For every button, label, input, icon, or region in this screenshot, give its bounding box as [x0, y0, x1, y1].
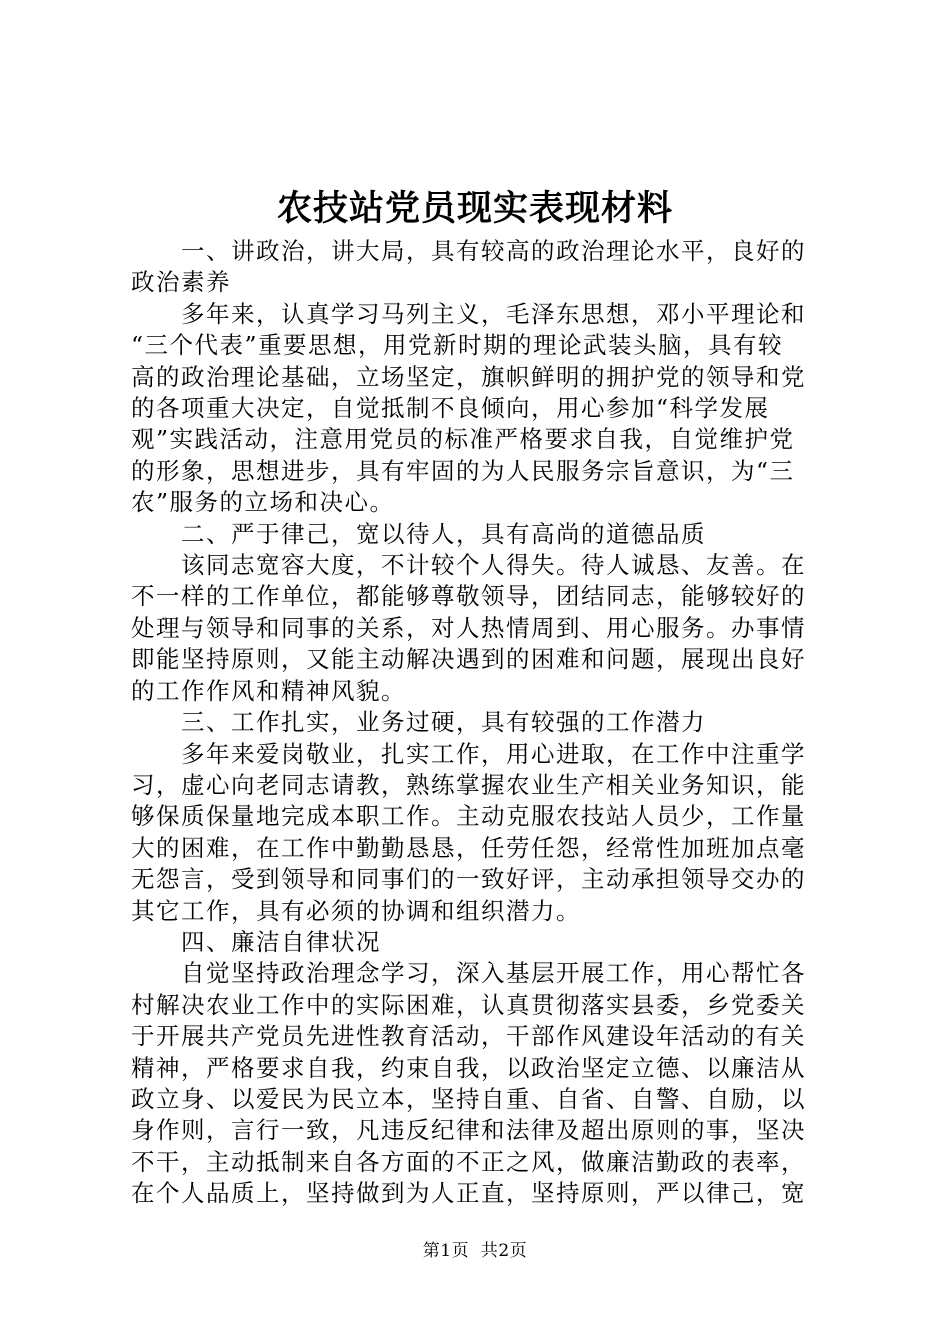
body-line: “三个代表”重要思想，用党新时期的理论武装头脑，具有较: [131, 331, 784, 360]
body-line: 村解决农业工作中的实际困难，认真贯彻落实县委，乡党委关: [131, 990, 806, 1019]
body-line: 该同志宽容大度，不计较个人得失。待人诚恳、友善。在: [131, 551, 806, 580]
body-line: 多年来爱岗敬业，扎实工作，用心进取，在工作中注重学: [131, 739, 806, 768]
body-line: 处理与领导和同事的关系，对人热情周到、用心服务。办事情: [131, 613, 806, 642]
body-line: 多年来，认真学习马列主义，毛泽东思想，邓小平理论和: [131, 299, 806, 328]
body-line: 二、严于律己，宽以待人，具有高尚的道德品质: [131, 519, 706, 548]
body-line: 不一样的工作单位，都能够尊敬领导，团结同志，能够较好的: [131, 582, 806, 611]
body-line: 于开展共产党员先进性教育活动，干部作风建设年活动的有关: [131, 1022, 806, 1051]
body-line: 身作则，言行一致，凡违反纪律和法律及超出原则的事，坚决: [131, 1116, 806, 1145]
body-line: 政治素养: [131, 268, 231, 297]
body-line: 在个人品质上，坚持做到为人正直，坚持原则，严以律己，宽: [131, 1179, 806, 1208]
body-line: 一、讲政治，讲大局，具有较高的政治理论水平，良好的: [131, 237, 806, 265]
body-line: 即能坚持原则，又能主动解决遇到的困难和问题，展现出良好: [131, 645, 806, 674]
body-line: 精神，严格要求自我，约束自我，以政治坚定立德、以廉洁从: [131, 1053, 806, 1082]
body-line: 无怨言，受到领导和同事们的一致好评，主动承担领导交办的: [131, 865, 806, 894]
body-line: 农”服务的立场和决心。: [131, 488, 395, 517]
body-line: 习，虚心向老同志请教，熟练掌握农业生产相关业务知识，能: [131, 770, 806, 799]
body-line: 的形象，思想进步，具有牢固的为人民服务宗旨意识，为“三: [131, 456, 795, 485]
body-line: 高的政治理论基础，立场坚定，旗帜鲜明的拥护党的领导和党: [131, 362, 806, 391]
page-footer: [0, 1239, 950, 1263]
body-line: 大的困难，在工作中勤勤恳恳，任劳任怨，经常性加班加点毫: [131, 833, 806, 862]
body-line: 观”实践活动，注意用党员的标准严格要求自我，自觉维护党: [131, 425, 795, 454]
body-line: 四、廉洁自律状况: [131, 927, 381, 956]
document-title: 农技站党员现实表现材料: [276, 188, 673, 229]
document-body: [131, 236, 831, 1210]
body-line: 的工作作风和精神风貌。: [131, 676, 406, 705]
body-line: 其它工作，具有必须的协调和组织潜力。: [131, 896, 581, 925]
body-line: 的各项重大决定，自觉抵制不良倾向，用心参加“科学发展: [131, 394, 770, 423]
body-line: 够保质保量地完成本职工作。主动克服农技站人员少，工作量: [131, 802, 806, 831]
body-line: 三、工作扎实，业务过硬，具有较强的工作潜力: [131, 708, 706, 737]
body-line: 自觉坚持政治理念学习，深入基层开展工作，用心帮忙各: [131, 959, 806, 988]
body-line: 政立身、以爱民为民立本，坚持自重、自省、自警、自励，以: [131, 1084, 806, 1113]
body-line: 不干，主动抵制来自各方面的不正之风，做廉洁勤政的表率，: [131, 1147, 806, 1176]
page-number: 第1页 共2页: [422, 1241, 528, 1261]
